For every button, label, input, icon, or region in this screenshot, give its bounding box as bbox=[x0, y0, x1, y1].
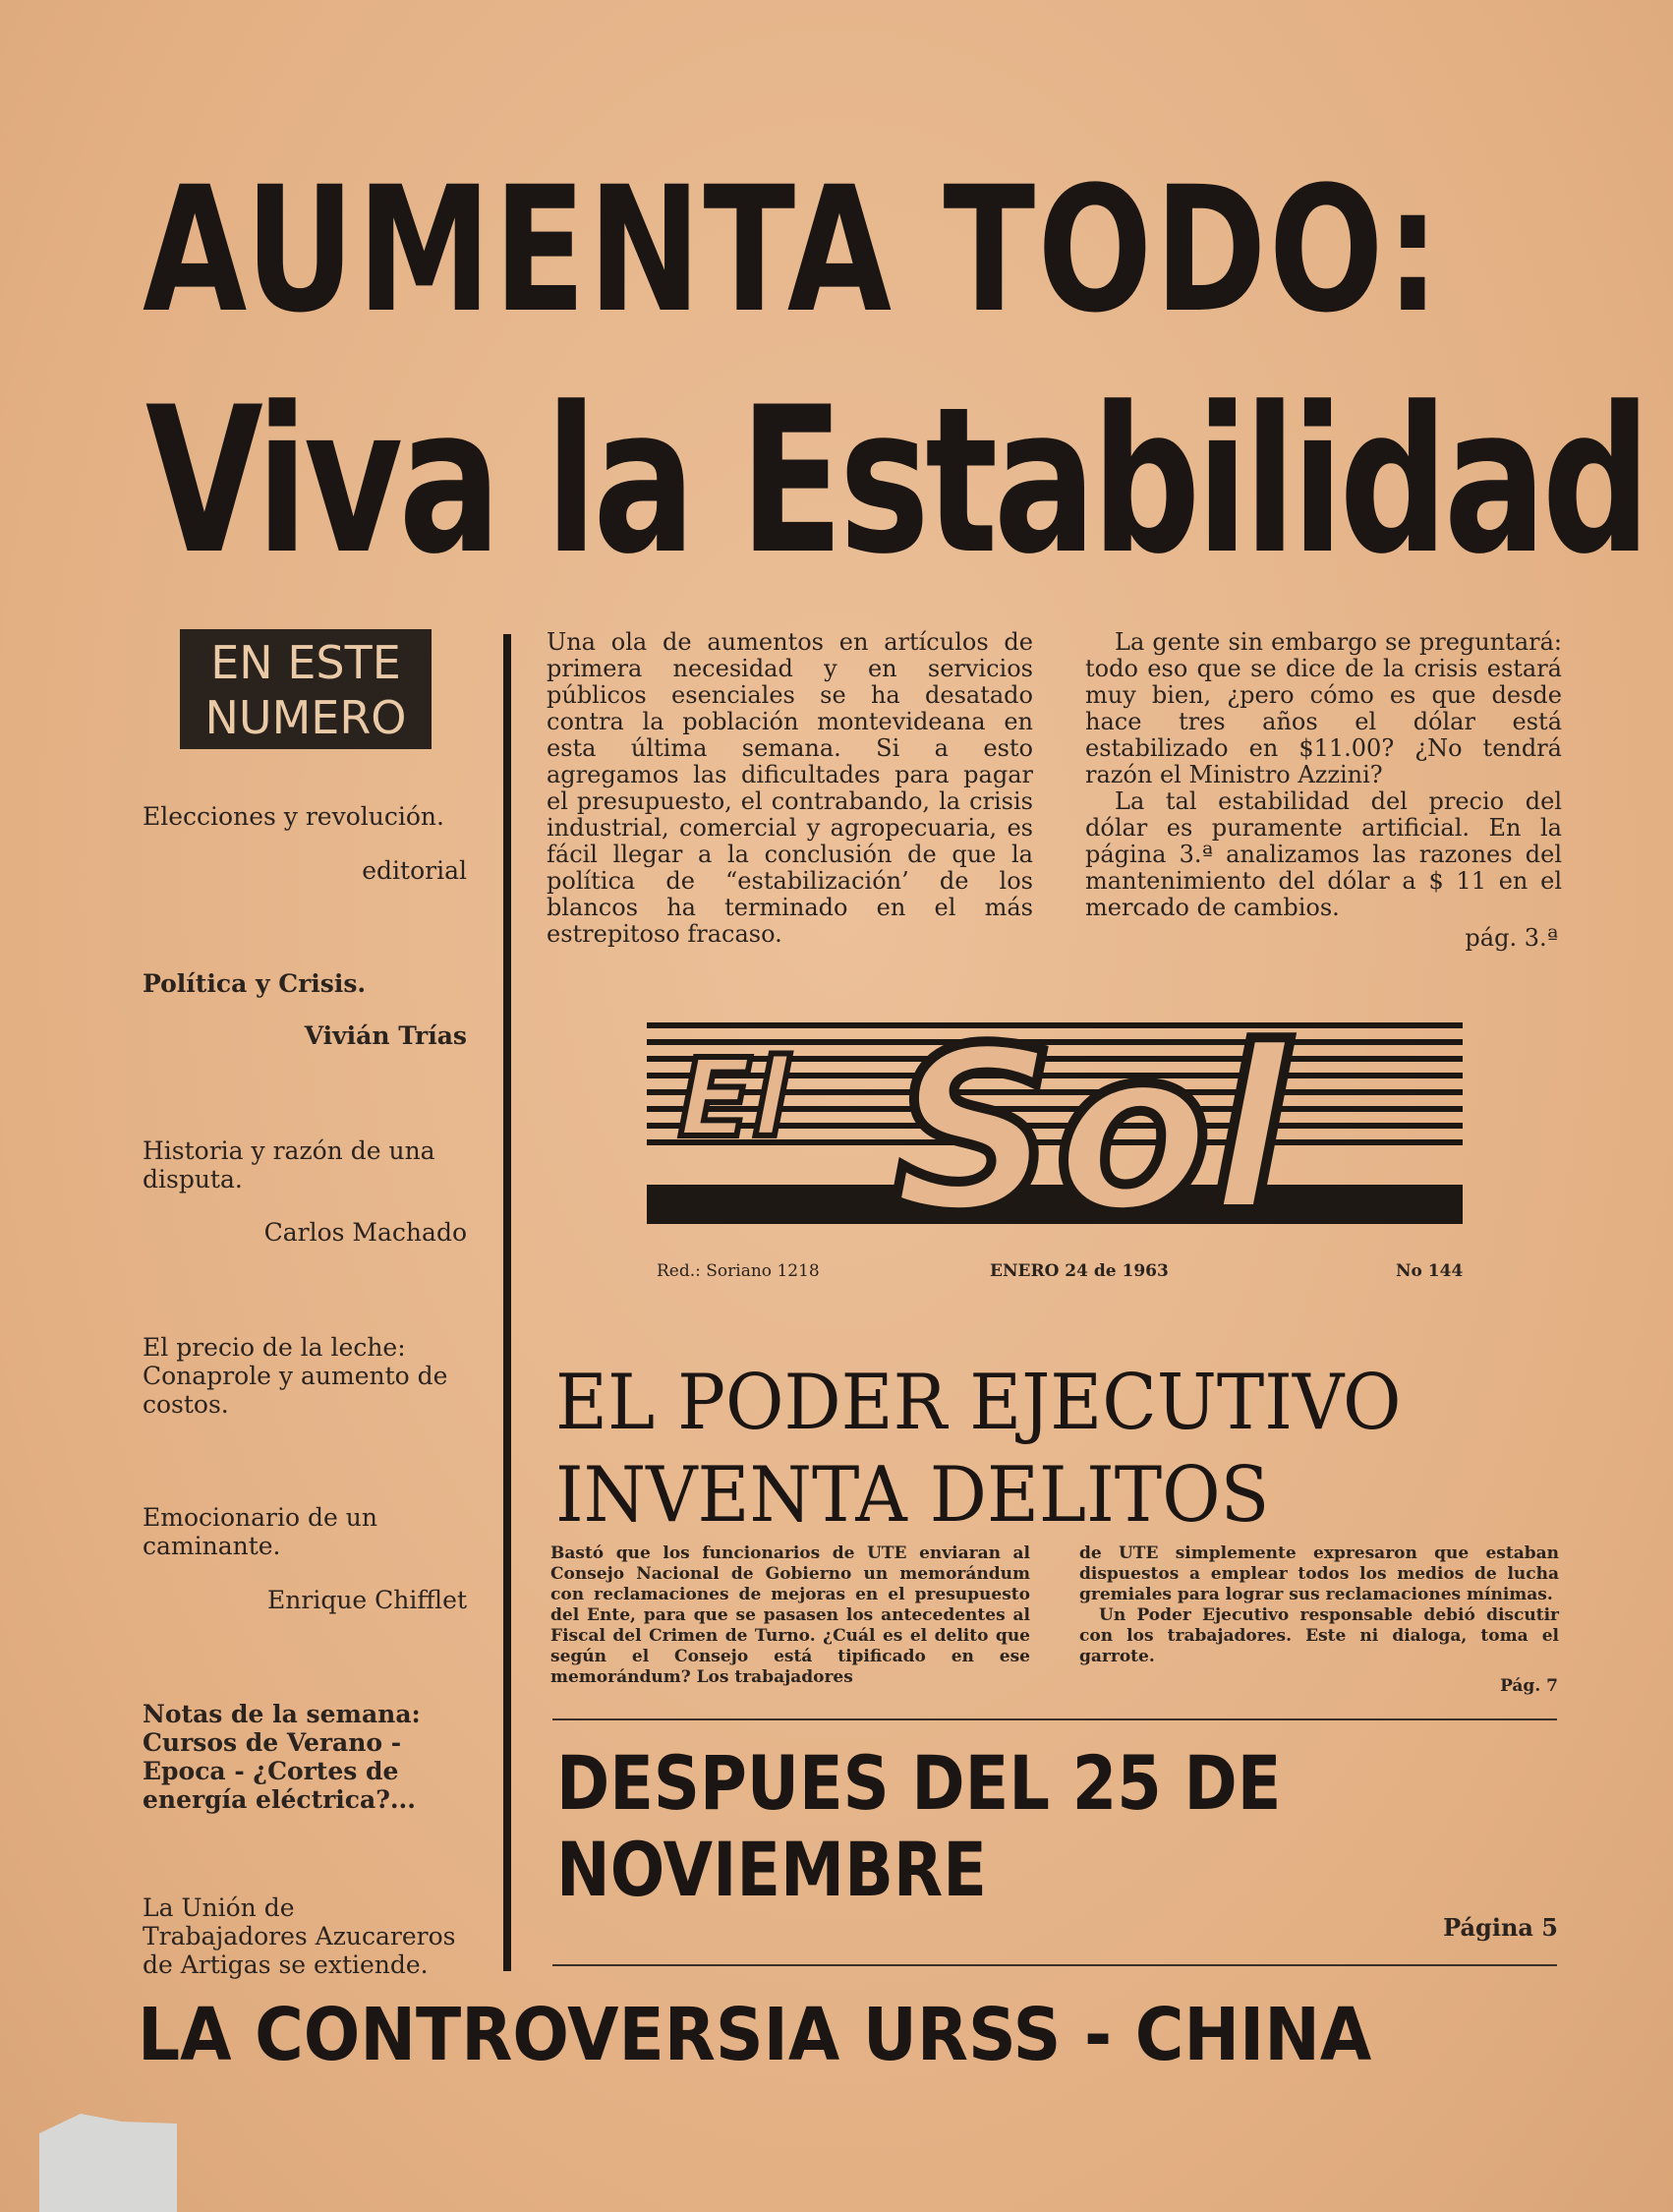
lead-article-col2-p2: La tal estabilidad del precio del dólar es puramente artificial. En la página 3.ª analizamos las razones del mantenimiento del dólar a $ 11 en el mercado de cambios. bbox=[1085, 787, 1562, 921]
section-divider bbox=[552, 1718, 1557, 1720]
index-item-title: Elecciones y revolución. bbox=[143, 802, 444, 831]
lead-article-col2-p1: La gente sin embargo se preguntará: todo eso que se dice de la crisis estará muy bien, ¿pero cómo es que desde hace tres años el dólar está estabilizado en $11.00? ¿No tendrá razón el Ministro Azzini? bbox=[1085, 628, 1562, 788]
index-item-author: editorial bbox=[362, 856, 467, 885]
index-item-title: Emocionario de un caminante. bbox=[143, 1503, 377, 1560]
index-item-title: La Unión de Trabajadores Azucareros de Artigas se extiende. bbox=[143, 1893, 456, 1979]
article2-headline-line2: INVENTA DELITOS bbox=[555, 1451, 1270, 1540]
index-box bbox=[180, 629, 432, 749]
index-box-line1: EN ESTE bbox=[210, 636, 401, 689]
torn-corner bbox=[39, 2114, 177, 2212]
index-box-line2: NUMERO bbox=[204, 691, 407, 744]
article3-headline bbox=[556, 1740, 1486, 1913]
article2-col2-p1: de UTE simplemente expresaron que estaban dispuestos a emplear todos los medios de lucha gremiales para lograr sus reclamaciones mínimas. bbox=[1079, 1543, 1559, 1604]
lead-article-col1: Una ola de aumentos en artículos de primera necesidad y en servicios públicos esenciales se ha desatado contra la población montevideana en esta última semana. Si a esto agregamos las dificultades para pagar el presupuesto, el contrabando, la crisis industrial, comercial y agropecuaria, es fácil llegar a la conclusión de que la política de “estabilización’ de los blancos ha terminado en el más estrepitoso fracaso. bbox=[547, 628, 1033, 948]
masthead-issue: No 144 bbox=[1396, 1261, 1464, 1281]
index-item-author: Vivián Trías bbox=[304, 1021, 467, 1050]
logo-text-el: El bbox=[678, 1035, 789, 1161]
main-subheadline: Viva la Estabilidad bbox=[145, 365, 1646, 599]
masthead-address: Red.: Soriano 1218 bbox=[657, 1261, 820, 1281]
index-item-title: El precio de la leche: Conaprole y aumento de costos. bbox=[143, 1333, 448, 1419]
index-item-author: Enrique Chifflet bbox=[267, 1586, 467, 1614]
index-item-author: Carlos Machado bbox=[263, 1218, 467, 1247]
article2-col2-p2: Un Poder Ejecutivo responsable debió discutir con los trabajadores. Este ni dialoga, toma el garrote. bbox=[1079, 1605, 1559, 1666]
article3-page-ref: Página 5 bbox=[1443, 1913, 1558, 1942]
masthead-date: ENERO 24 de 1963 bbox=[990, 1261, 1169, 1281]
lead-article-page-ref: pág. 3.ª bbox=[1465, 924, 1558, 952]
main-headline: AUMENTA TODO: bbox=[143, 149, 1443, 351]
index-item-title: Notas de la semana: Cursos de Verano - Epoca - ¿Cortes de energía eléctrica?... bbox=[143, 1700, 421, 1814]
index-item-title: Política y Crisis. bbox=[143, 969, 367, 998]
index-item-title: Historia y razón de una disputa. bbox=[143, 1136, 435, 1193]
article2-page-ref: Pág. 7 bbox=[1500, 1676, 1558, 1696]
article2-col1: Bastó que los funcionarios de UTE enviaran al Consejo Nacional de Gobierno un memorándum con reclamaciones de mejoras en el presupuesto del Ente, para que se pasasen los antecedentes al Fiscal del Crimen de Turno. ¿Cuál es el delito que según el Consejo está tipificado en ese memorándum? Los trabajadores bbox=[550, 1543, 1030, 1687]
article2-headline bbox=[555, 1357, 1506, 1542]
el-sol-logo bbox=[647, 988, 1463, 1244]
bottom-headline: LA CONTROVERSIA URSS - CHINA bbox=[138, 1993, 1372, 2077]
logo-text-sol: Sol bbox=[893, 1001, 1289, 1244]
article3-headline-line1: DESPUES DEL 25 DE bbox=[556, 1739, 1282, 1827]
article3-headline-line2: NOVIEMBRE bbox=[556, 1826, 987, 1913]
column-divider bbox=[503, 634, 511, 1971]
article2-headline-line1: EL PODER EJECUTIVO bbox=[555, 1359, 1402, 1447]
section-divider bbox=[552, 1964, 1557, 1966]
